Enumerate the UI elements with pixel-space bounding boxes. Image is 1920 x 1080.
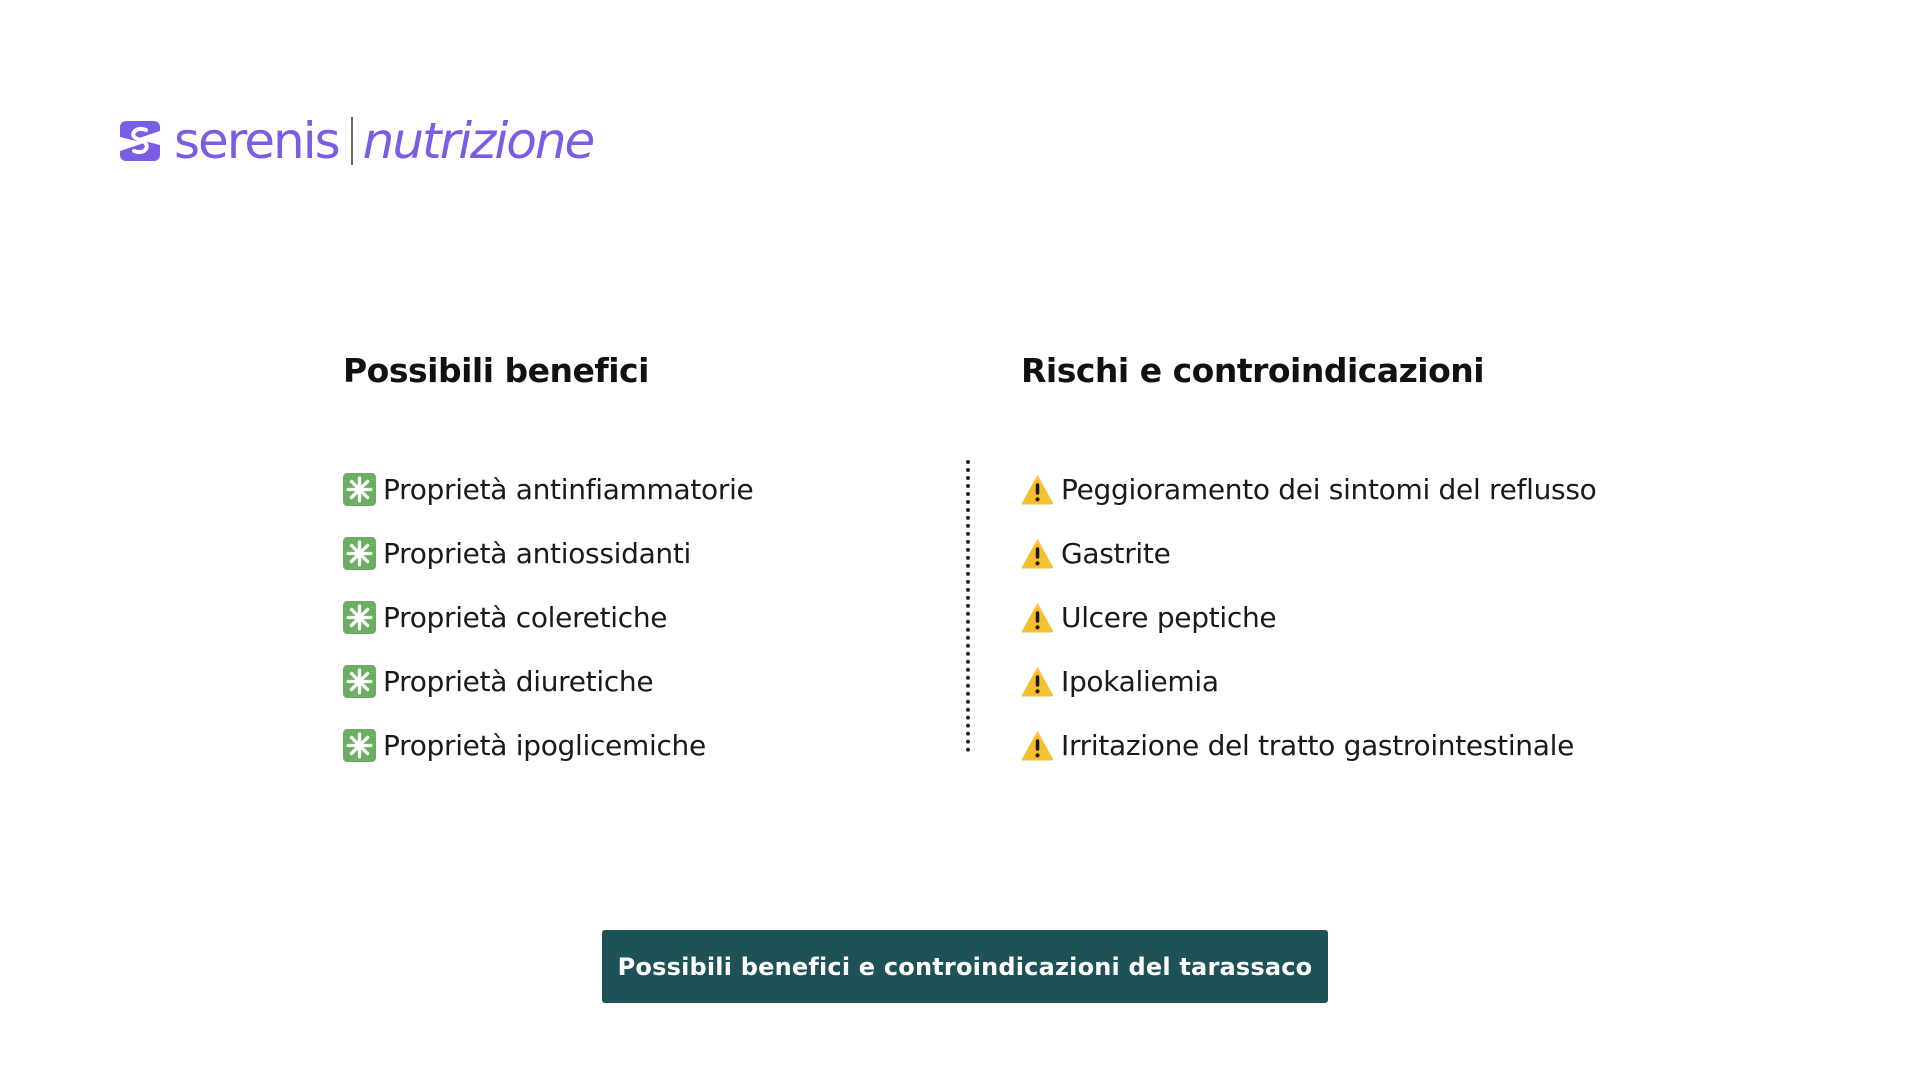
caption-banner: Possibili benefici e controindicazioni del tarassaco — [602, 930, 1328, 1003]
list-item — [1021, 521, 1596, 585]
risks-list — [1021, 457, 1596, 777]
risk-text: Ulcere peptiche — [1061, 600, 1277, 634]
warning-icon — [1021, 473, 1054, 506]
list-item — [1021, 585, 1596, 649]
warning-icon — [1021, 601, 1054, 634]
logo-brand-text: serenis — [174, 112, 339, 170]
risk-text: Ipokaliemia — [1061, 664, 1219, 698]
list-item — [1021, 713, 1596, 777]
warning-icon — [1021, 665, 1054, 698]
risk-text: Peggioramento dei sintomi del reflusso — [1061, 472, 1597, 506]
benefit-text: Proprietà antinfiammatorie — [383, 472, 754, 506]
logo-separator — [351, 117, 353, 165]
benefit-text: Proprietà diuretiche — [383, 664, 654, 698]
benefits-column — [343, 350, 943, 762]
list-item — [343, 585, 754, 649]
risk-text: Gastrite — [1061, 536, 1171, 570]
list-item — [1021, 649, 1596, 713]
list-item — [343, 649, 754, 713]
serenis-logo — [116, 112, 593, 170]
risk-text: Irritazione del tratto gastrointestinale — [1061, 728, 1575, 762]
warning-icon — [1021, 537, 1054, 570]
sparkle-icon — [343, 601, 376, 634]
benefits-title: Possibili benefici — [343, 351, 649, 390]
sparkle-icon — [343, 473, 376, 506]
list-item — [343, 713, 754, 777]
list-item — [343, 521, 754, 585]
risks-column — [1021, 350, 1721, 762]
warning-icon — [1021, 729, 1054, 762]
logo-subtitle-text: nutrizione — [362, 112, 594, 170]
list-item — [343, 457, 754, 521]
sparkle-icon — [343, 665, 376, 698]
benefit-text: Proprietà antiossidanti — [383, 536, 692, 570]
benefits-list — [343, 457, 754, 777]
benefit-text: Proprietà coleretiche — [383, 600, 668, 634]
risks-title: Rischi e controindicazioni — [1021, 351, 1485, 390]
serenis-s-logo-icon — [116, 117, 164, 165]
list-item — [1021, 457, 1596, 521]
benefit-text: Proprietà ipoglicemiche — [383, 728, 706, 762]
sparkle-icon — [343, 729, 376, 762]
column-divider — [966, 460, 970, 752]
sparkle-icon — [343, 537, 376, 570]
